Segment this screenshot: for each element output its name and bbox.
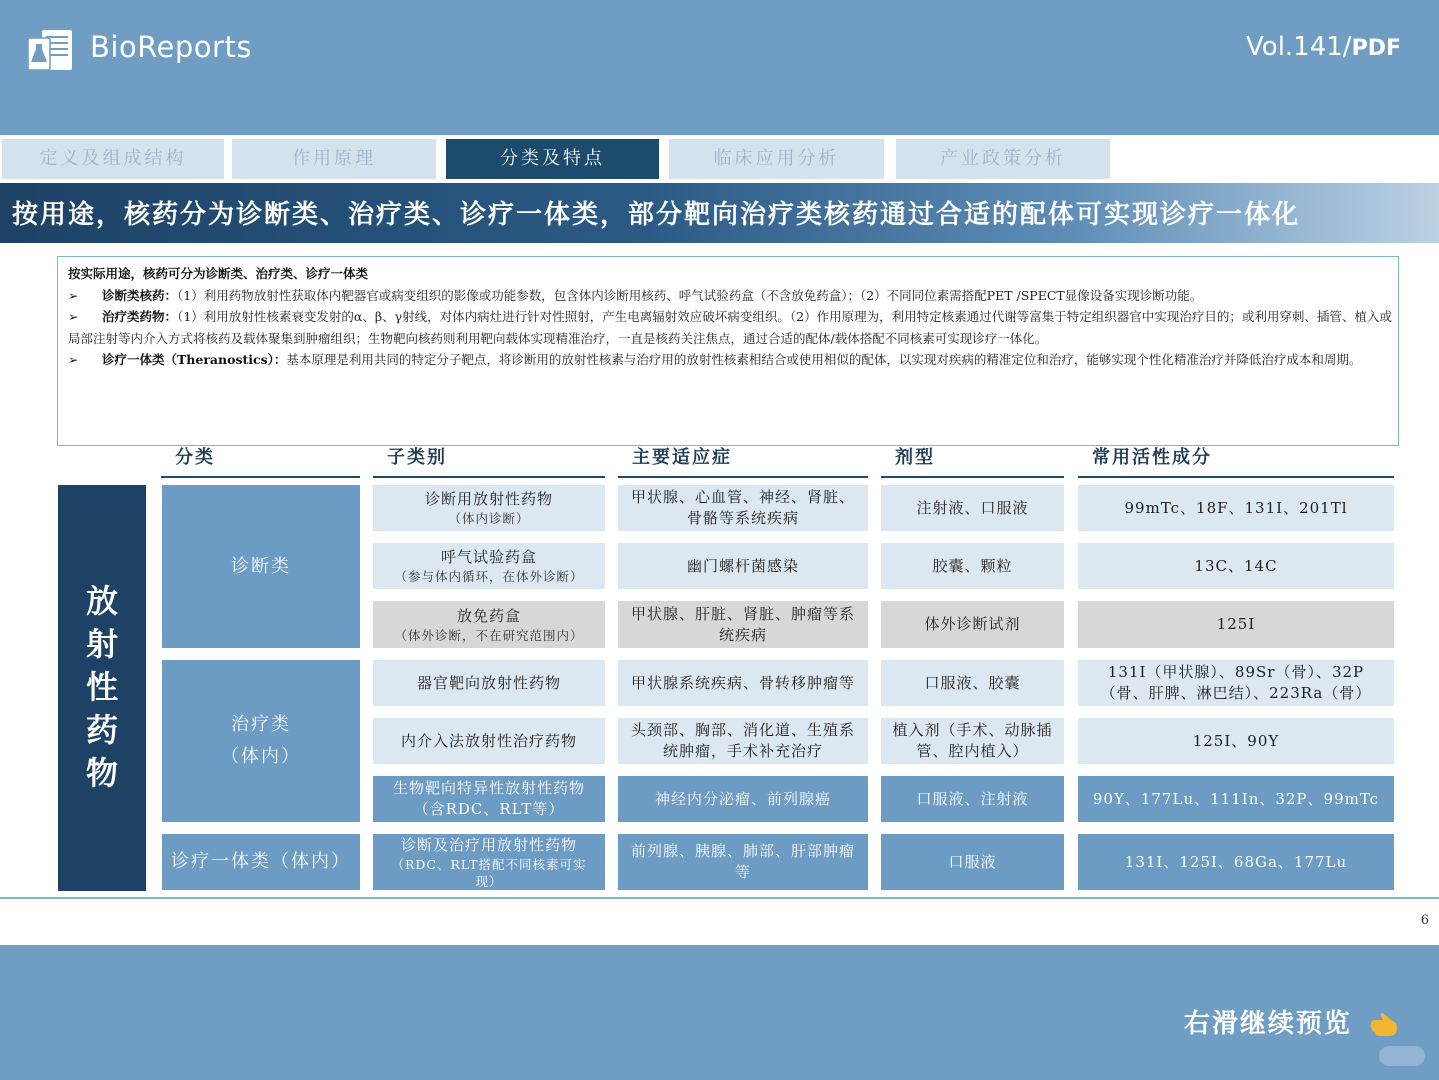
ingredients-cell: 90Y、177Lu、111In、32P、99mTc [1078,776,1394,822]
swipe-hint[interactable] [1184,1003,1399,1040]
form-cell: 口服液、注射液 [881,776,1064,822]
subcategory-name: 诊断及治疗用放射性药物 [400,835,577,854]
group-theranostic: 诊疗一体类（体内） [162,834,360,890]
subcategory-note: （RDC、RLT搭配不同核素可实现） [391,856,587,889]
category-char: 药 [85,711,118,749]
indication-cell: 头颈部、胸部、消化道、生殖系统肿瘤，手术补充治疗 [618,718,868,764]
indication-cell: 甲状腺系统疾病、骨转移肿瘤等 [618,660,868,706]
category-char: 射 [85,625,118,663]
form-cell: 植入剂（手术、动脉插管、腔内植入） [881,718,1064,764]
diagnostic-label: 诊断类核药： [102,287,178,303]
bioreports-logo-icon [26,28,74,72]
indication-cell: 幽门螺杆菌感染 [618,543,868,589]
arrow-icon: ➢ [68,287,79,303]
group-therapeutic [162,660,360,822]
section-tabs [0,137,1439,181]
ingredients-cell: 13C、14C [1078,543,1394,589]
pdf-label: PDF [1351,36,1401,61]
subcategory-cell [373,834,605,890]
page-indicator-pill [1379,1046,1425,1066]
form-cell: 口服液、胶囊 [881,660,1064,706]
therapeutic-label: 治疗类药物： [102,309,178,324]
category-label [58,580,146,795]
category-char: 放 [85,582,118,620]
description-box [57,256,1399,446]
header-form: 剂型 [881,444,1064,478]
pointing-hand-icon [1369,1012,1399,1038]
group-therapeutic-line1: 治疗类 [231,714,291,735]
form-cell: 体外诊断试剂 [881,601,1064,648]
ingredients-cell: 125I、90Y [1078,718,1394,764]
header-indication: 主要适应症 [618,444,868,478]
group-diagnostic: 诊断类 [162,485,360,648]
header-subcategory: 子类别 [373,444,605,478]
subcategory-name: 诊断用放射性药物 [424,490,553,508]
arrow-icon: ➢ [68,352,79,367]
therapeutic-text: （1）利用放射性核素衰变发射的α、β、γ射线，对体内病灶进行针对性照射，产生电离辐射效应破坏病变组织。（2）作用原理为，利用特定核素通过代谢等富集于特定组织器官中实现治疗目的；或利用穿刺、插管、植入或局部注射等内介入方式将核药及载体聚集到肿瘤组织；生物靶向核药则利用靶向载体实现精准治疗，一直是核药关注焦点，通过合适的配体/载体搭配不同核素可实现诊疗一体化。 [68,309,1392,346]
top-bar [0,0,1439,135]
subcategory-note: （体外诊断，不在研究范围内） [394,627,584,643]
header-ingredients: 常用活性成分 [1078,444,1394,478]
group-therapeutic-line2: （体内） [221,746,301,767]
swipe-hint-text: 右滑继续预览 [1183,1009,1352,1039]
volume-number: Vol.141/ [1246,32,1352,62]
subcategory-cell: 器官靶向放射性药物 [373,660,605,706]
indication-cell: 甲状腺、心血管、神经、肾脏、骨骼等系统疾病 [618,485,868,531]
subcategory-cell: 内介入法放射性治疗药物 [373,718,605,764]
theranostics-label: 诊疗一体类（Theranostics）： [102,352,287,367]
tab-definition[interactable]: 定义及组成结构 [2,139,224,179]
page-number: 6 [1420,913,1429,928]
tab-classification[interactable]: 分类及特点 [446,139,659,179]
bottom-divider [0,897,1439,899]
arrow-icon: ➢ [68,309,79,324]
form-cell: 注射液、口服液 [881,485,1064,531]
indication-cell: 甲状腺、肝脏、肾脏、肿瘤等系统疾病 [618,601,868,648]
category-char: 物 [85,754,118,792]
form-cell: 胶囊、颗粒 [881,543,1064,589]
ingredients-cell: 131I（甲状腺）、89Sr（骨）、32P（骨、肝脾、淋巴结）、223Ra（骨） [1078,660,1394,706]
diagnostic-text: （1）利用药物放射性获取体内靶器官或病变组织的影像或功能参数，包含体内诊断用核药、呼气试验药盒（不含放免药盒）；（2）不同同位素需搭配PET /SPECT显像设备实现诊断功能。 [177,287,1203,303]
subcategory-note: （参与体内循环，在体外诊断） [394,569,584,584]
header-category: 分类 [161,444,360,478]
brand-name: BioReports [90,30,252,64]
theranostics-text: 基本原理是利用共同的特定分子靶点，将诊断用的放射性核素与治疗用的放射性核素相结合或使用相似的配体，以实现对疾病的精准定位和治疗，能够实现个性化精准治疗并降低治疗成本和周期。 [286,352,1362,367]
ingredients-cell: 131I、125I、68Ga、177Lu [1078,834,1394,890]
subcategory-cell [373,485,605,531]
page-title: 按用途，核药分为诊断类、治疗类、诊疗一体类，部分靶向治疗类核药通过合适的配体可实现诊疗一体化 [12,200,1301,230]
description-intro: 按实际用途，核药可分为诊断类、治疗类、诊疗一体类 [68,266,369,281]
title-band [0,183,1439,243]
form-cell: 口服液 [881,834,1064,890]
tab-clinical[interactable]: 临床应用分析 [669,139,884,179]
subcategory-name: 放免药盒 [456,606,521,625]
ingredients-cell: 125I [1078,601,1394,648]
category-char: 性 [85,668,118,706]
ingredients-cell: 99mTc、18F、131I、201Tl [1078,485,1394,531]
subcategory-cell: 生物靶向特异性放射性药物（含RDC、RLT等） [373,776,605,822]
indication-cell: 前列腺、胰腺、肺部、肝部肿瘤等 [618,834,868,890]
subcategory-cell [373,543,605,589]
tab-policy[interactable]: 产业政策分析 [896,139,1110,179]
volume-label [1246,32,1401,62]
category-radiopharmaceutical [58,485,146,891]
indication-cell: 神经内分泌瘤、前列腺癌 [618,776,868,822]
subcategory-note: （体内诊断） [448,511,530,526]
subcategory-cell [373,601,605,648]
slide-page [0,135,1439,945]
tab-mechanism[interactable]: 作用原理 [232,139,436,179]
subcategory-name: 呼气试验药盒 [440,548,537,566]
